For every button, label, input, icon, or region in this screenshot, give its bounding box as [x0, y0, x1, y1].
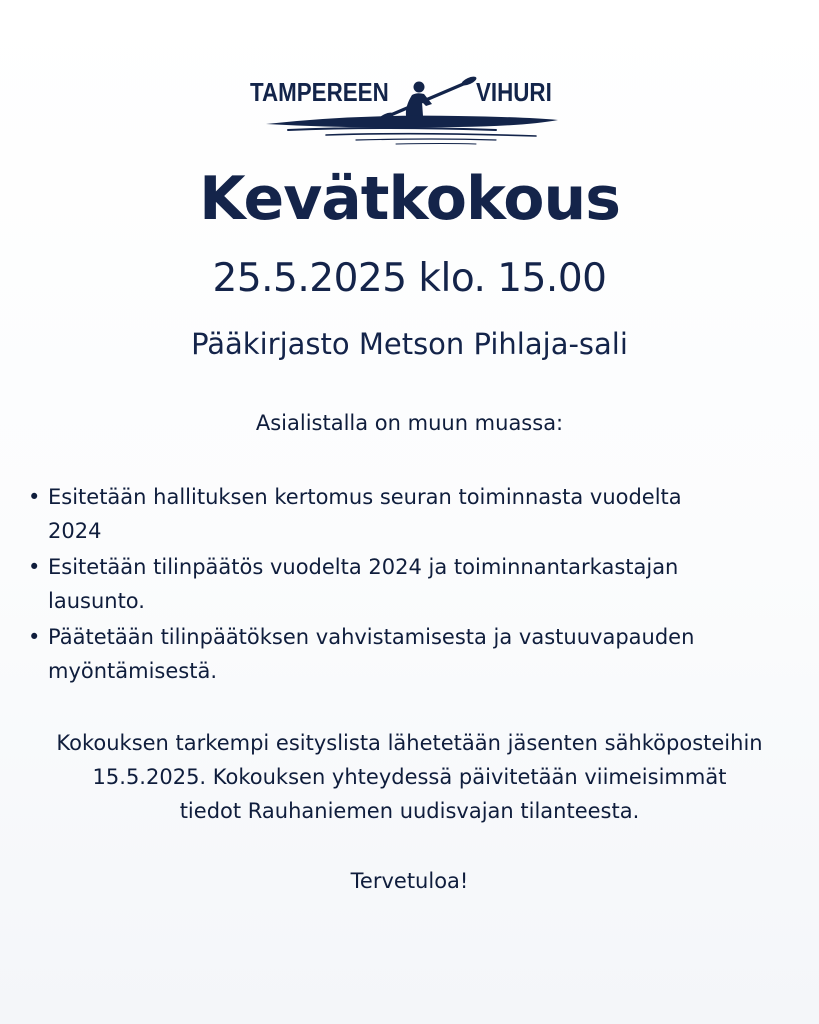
details-line: Kokouksen tarkempi esityslista lähetetään jäsenten sähköposteihin: [56, 731, 763, 755]
bullet-icon: •: [28, 625, 41, 649]
agenda-item-line: lausunto.: [48, 589, 145, 613]
agenda-item-line: Esitetään tilinpäätös vuodelta 2024 ja toiminnantarkastajan: [48, 555, 679, 579]
bullet-icon: •: [28, 485, 41, 509]
agenda-item: [28, 480, 788, 548]
agenda-item-line: 2024: [48, 519, 102, 543]
event-location: Pääkirjasto Metson Pihlaja-sali: [191, 327, 628, 361]
meeting-details: [10, 726, 809, 828]
agenda-list: [28, 480, 788, 690]
details-line: 15.5.2025. Kokouksen yhteydessä päivitetään viimeisimmät: [92, 765, 727, 789]
agenda-item: [28, 550, 788, 618]
agenda-item-line: Esitetään hallituksen kertomus seuran toiminnasta vuodelta: [48, 485, 682, 509]
welcome-text: Tervetuloa!: [350, 869, 469, 893]
bullet-icon: •: [28, 555, 41, 579]
agenda-intro: Asialistalla on muun muassa:: [255, 411, 564, 435]
logo-text-right: VIHURI: [476, 77, 552, 107]
event-datetime: 25.5.2025 klo. 15.00: [212, 256, 607, 301]
agenda-item-line: myöntämisestä.: [48, 659, 218, 683]
club-logo: [236, 54, 578, 158]
details-line: tiedot Rauhaniemen uudisvajan tilanteesta.: [179, 799, 640, 823]
agenda-item: [28, 620, 788, 688]
page-title: Kevätkokous: [199, 164, 620, 234]
agenda-item-line: Päätetään tilinpäätöksen vahvistamisesta ja vastuuvapauden: [48, 625, 695, 649]
logo-text-left: TAMPEREEN: [250, 77, 389, 107]
